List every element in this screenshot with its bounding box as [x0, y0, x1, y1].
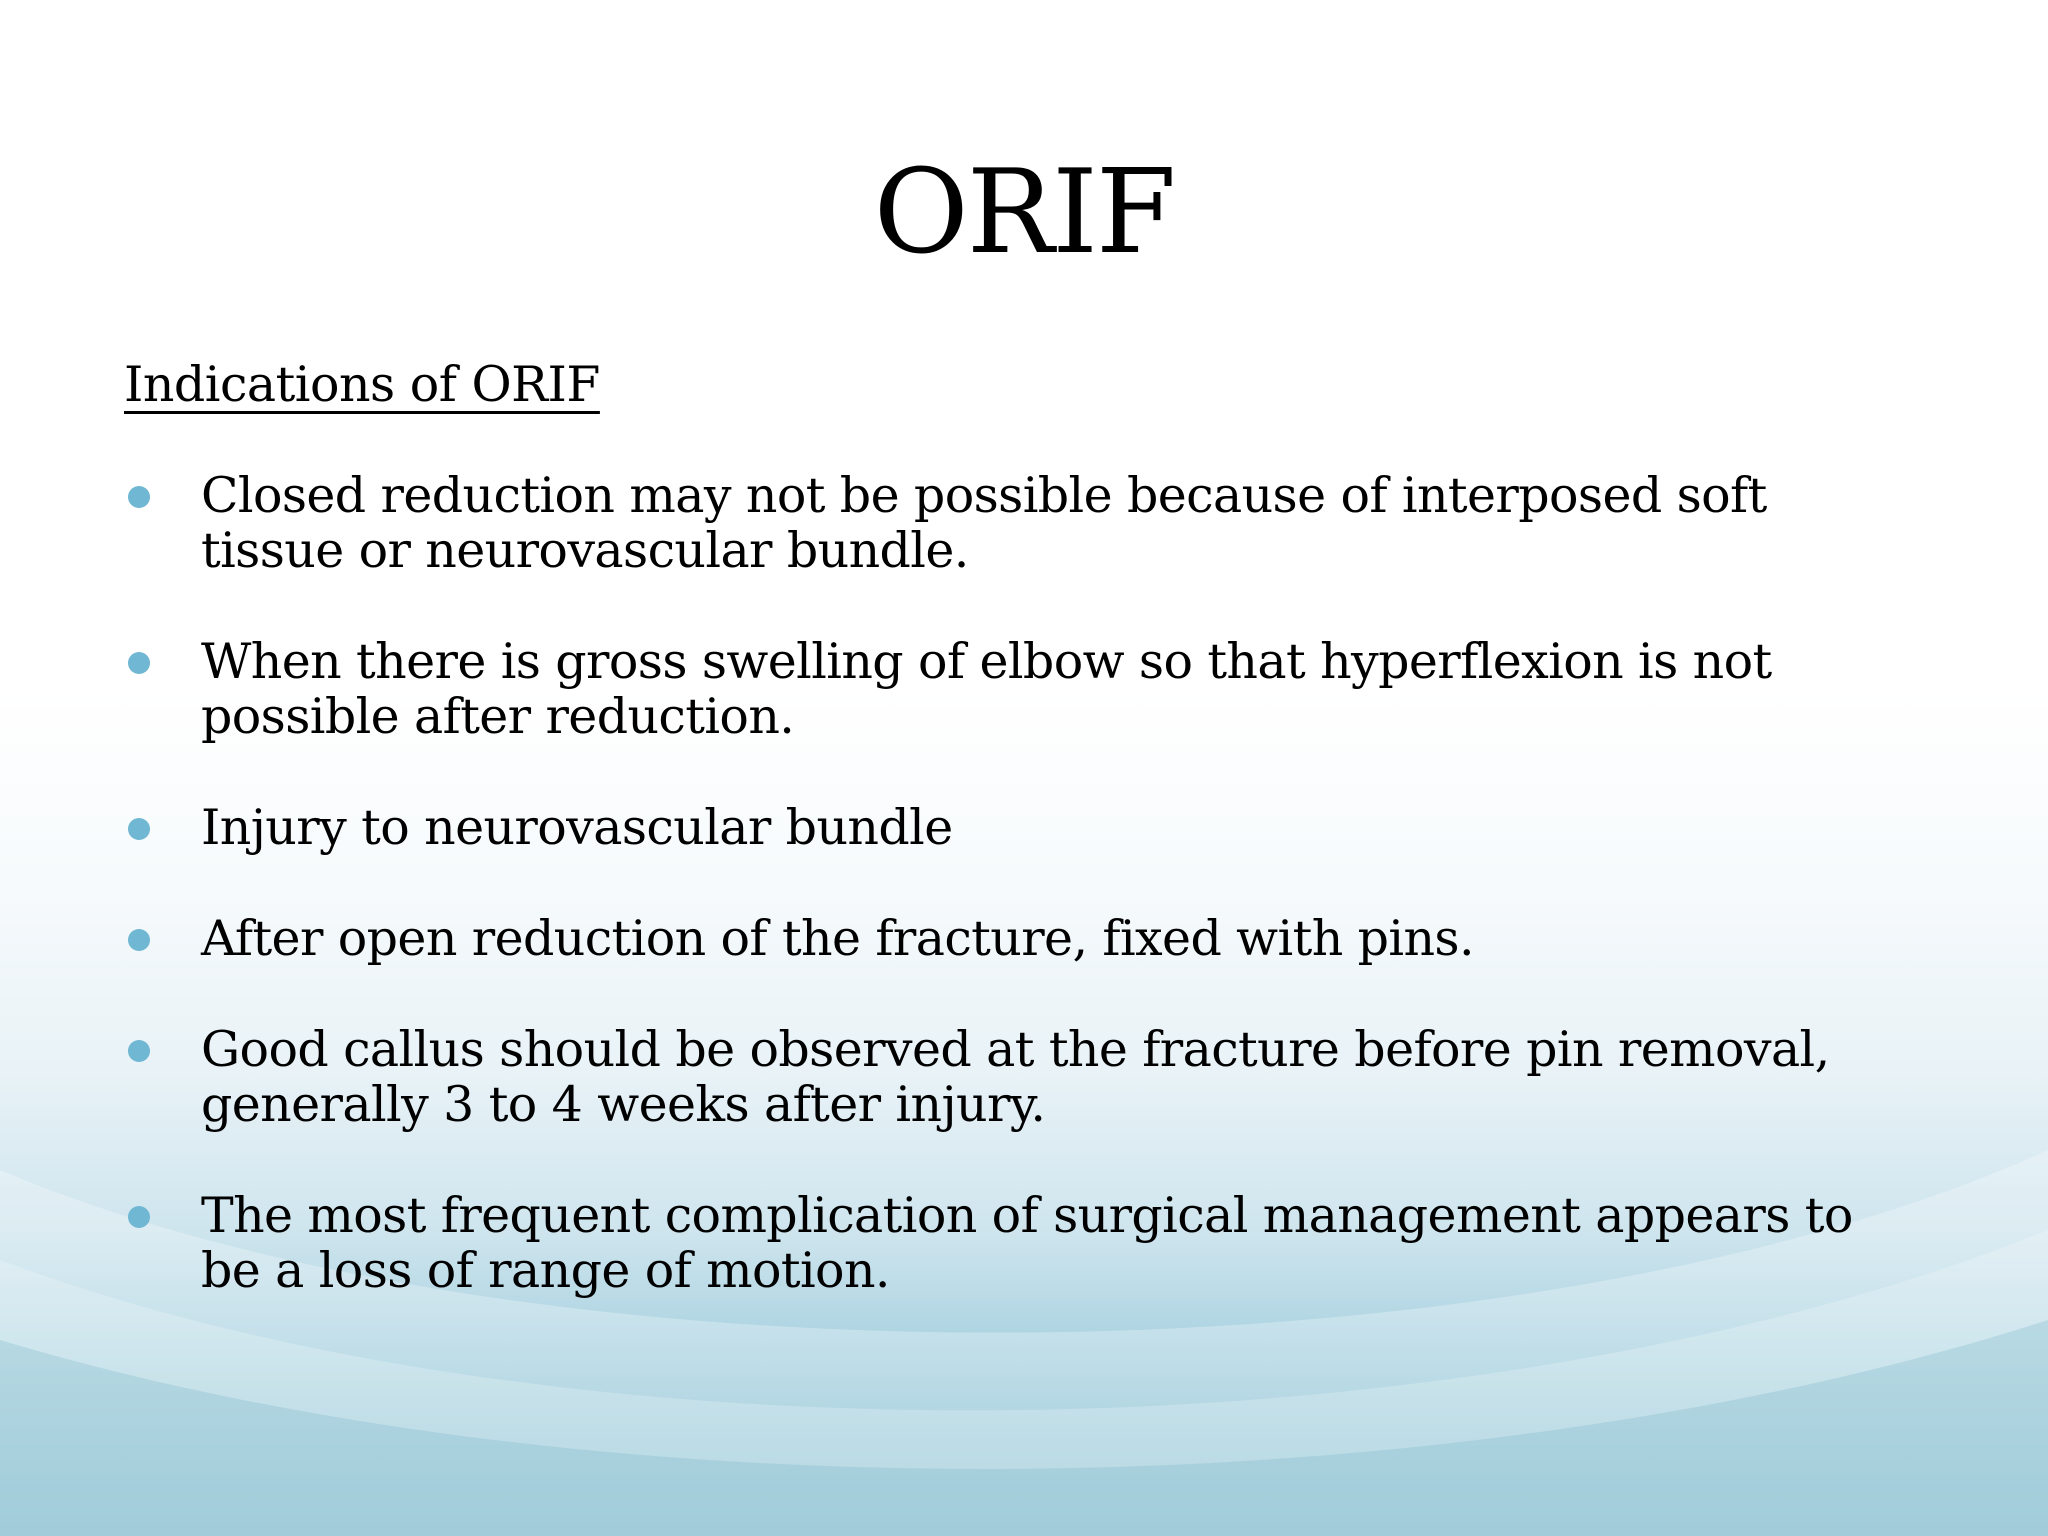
list-item	[124, 1022, 1924, 1132]
bullet-dot-icon	[128, 486, 150, 508]
bullet-text: The most frequent complication of surgical management appears to be a loss of range of motion.	[201, 1187, 1853, 1299]
list-item	[124, 468, 1924, 578]
bullet-list	[124, 468, 1924, 1354]
bullet-text: Closed reduction may not be possible because of interposed soft tissue or neurovascular bundle.	[201, 467, 1767, 579]
list-item	[124, 800, 1924, 855]
list-item	[124, 911, 1924, 966]
bullet-dot-icon	[128, 1206, 150, 1228]
bullet-text: After open reduction of the fracture, fixed with pins.	[201, 910, 1474, 967]
bullet-dot-icon	[128, 929, 150, 951]
bullet-dot-icon	[128, 818, 150, 840]
bullet-dot-icon	[128, 1040, 150, 1062]
bullet-text: Good callus should be observed at the fracture before pin removal, generally 3 to 4 weeks after injury.	[201, 1021, 1830, 1133]
bullet-text: When there is gross swelling of elbow so that hyperflexion is not possible after reduction.	[201, 633, 1772, 745]
slide-title: ORIF	[873, 145, 1175, 280]
bullet-text: Injury to neurovascular bundle	[201, 799, 953, 856]
list-item	[124, 634, 1924, 744]
section-heading: Indications of ORIF	[124, 356, 600, 413]
list-item	[124, 1188, 1924, 1298]
bullet-dot-icon	[128, 652, 150, 674]
